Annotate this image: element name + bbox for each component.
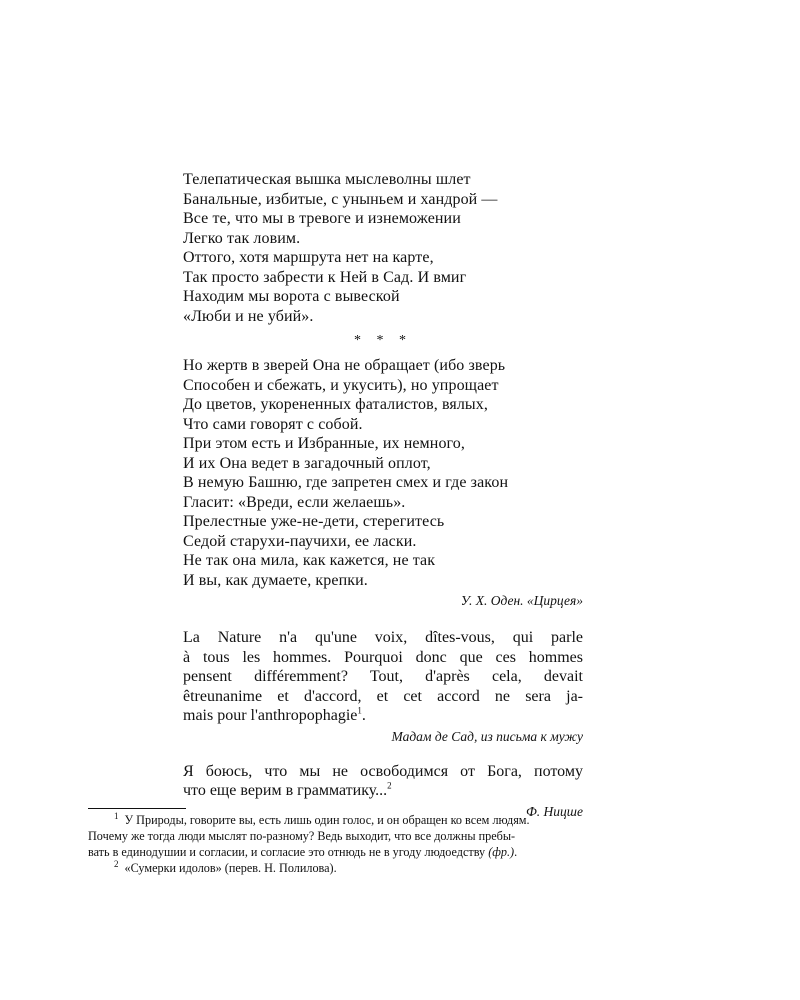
poem-line: Телепатическая вышка мыслеволны шлет <box>183 171 471 188</box>
poem-line: Способен и сбежать, и укусить), но упрощает <box>183 376 499 394</box>
poem-line: При этом есть и Избранные, их немного, <box>183 435 466 452</box>
footnote-text: вать в единодушии и согласии, и согласие это отнюдь не в угоду людоедству <box>88 845 489 859</box>
footnote-number: 1 <box>114 810 119 821</box>
footnote-ref-2[interactable]: 2 <box>387 780 392 791</box>
poem-line: Легко так ловим. <box>183 229 301 247</box>
poem-line: До цветов, укорененных фаталистов, вялых, <box>183 396 488 413</box>
poem-line: Оттого, хотя маршрута нет на карте, <box>183 249 434 266</box>
poem-line: Банальные, избитые, с уныньем и хандрой — <box>183 190 498 208</box>
footnote-divider <box>88 808 186 809</box>
section-separator: * * * <box>354 333 412 348</box>
epigraph-line: mais pour l'anthropophagie <box>183 707 358 724</box>
french-epigraph <box>183 628 583 726</box>
nietzsche-epigraph-attribution: Ф. Ницше <box>525 803 583 819</box>
poem-line: Так просто забрести к Ней в Сад. И вмиг <box>183 268 467 286</box>
footnote-2-line <box>88 860 588 876</box>
poem-line: Гласит: «Вреди, если желаешь». <box>183 493 406 511</box>
footnote-text: У Природы, говорите вы, есть лишь один голос, и он обращен ко всем людям. <box>124 813 530 827</box>
poem-line: Седой старухи-паучихи, ее ласки. <box>183 532 417 550</box>
epigraph-line: à tous les hommes. Pourquoi donc que ces hommes <box>183 648 583 666</box>
poem-line: «Люби и не убий». <box>183 307 314 325</box>
epigraph-line: êtreunanime et d'accord, et cet accord ne sera ja- <box>183 687 583 705</box>
poem-attribution: У. Х. Оден. «Цирцея» <box>460 593 583 608</box>
epigraph-line: La Nature n'a qu'une voix, dîtes-vous, qui parle <box>183 629 583 646</box>
footnote-1-line: Почему же тогда люди мыслят по-разному? Ведь выходит, что все должны пребы- <box>88 829 516 843</box>
epigraph-line: pensent différemment? Tout, d'après cela, devait <box>183 668 583 685</box>
poem-line: Все те, что мы в тревоге и изнеможении <box>183 210 461 227</box>
epigraph-line: что еще верим в грамматику... <box>183 782 388 799</box>
poem-stanza-2 <box>183 356 583 590</box>
footnote-1-line <box>88 844 588 860</box>
epigraph-line: Я боюсь, что мы не освободимся от Бога, потому <box>183 762 583 780</box>
main-text <box>183 170 583 821</box>
footnotes <box>88 812 588 876</box>
footnote-text: . <box>514 845 518 859</box>
french-epigraph-attribution: Мадам де Сад, из письма к мужу <box>391 728 583 744</box>
poem-line: Но жертв в зверей Она не обращает (ибо зверь <box>183 357 506 374</box>
poem-line: Не так она мила, как кажется, не так <box>183 552 436 569</box>
footnote-1-line <box>88 812 588 828</box>
nietzsche-epigraph <box>183 762 583 801</box>
poem-line: И вы, как думаете, крепки. <box>183 571 368 589</box>
poem-stanza-1 <box>183 170 583 326</box>
footnote-ref-1[interactable]: 1 <box>357 705 362 716</box>
footnote-text: «Сумерки идолов» (перев. Н. Полилова). <box>124 861 337 875</box>
poem-line: Прелестные уже-не-дети, стерегитесь <box>183 513 445 530</box>
epigraph-line-last <box>183 781 583 801</box>
poem-line: Что сами говорят с собой. <box>183 415 363 433</box>
epigraph-line-last: mais pour l'anthropophagie$^1$. <box>183 705 366 724</box>
poem-line: И их Она ведет в загадочный оплот, <box>183 454 431 472</box>
poem-line: Находим мы ворота с вывеской <box>183 288 400 305</box>
footnote-lang-tag: (фр.) <box>488 845 515 859</box>
footnote-number: 2 <box>114 858 119 869</box>
poem-line: В немую Башню, где запретен смех и где закон <box>183 474 509 491</box>
